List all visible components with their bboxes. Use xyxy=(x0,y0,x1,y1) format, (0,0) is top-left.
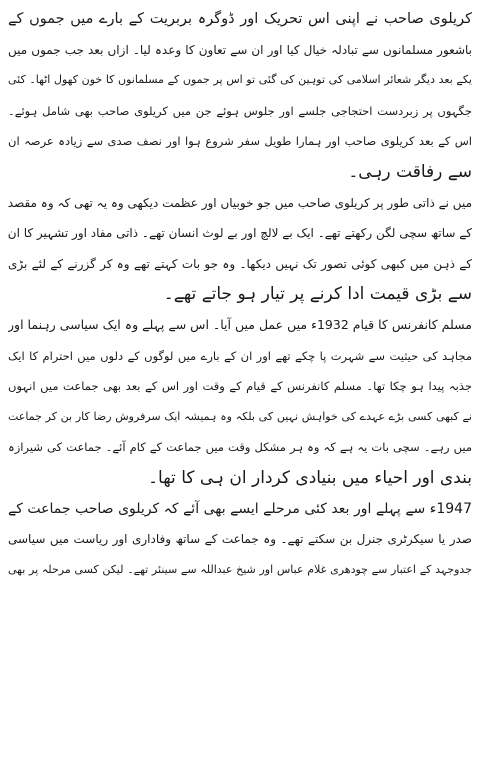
text-line: صدر یا سیکرٹری جنرل بن سکتے تھے۔ وہ جماعت کے ساتھ وفاداری اور ریاست میں سیاسی xyxy=(8,532,472,547)
text-line: سے بڑی قیمت ادا کرنے پر تیار ہو جاتے تھے۔ xyxy=(163,284,472,305)
text-line: مجاہد کی حیثیت سے شہرت پا چکے تھے اور ان کے بارے میں لوگوں کے دلوں میں احترام کا ایک xyxy=(8,348,472,363)
text-line: میں رہے۔ سچی بات یہ ہے کہ وہ ہر مشکل وقت میں جماعت کے کام آئے۔ جماعت کی شیرازہ xyxy=(8,440,472,455)
text-line: یکے بعد دیگر شعائر اسلامی کی توہین کی گئی تو اس پر جموں کے مسلمانوں کا خون کھول اٹھا۔ کئی xyxy=(8,73,472,87)
text-line: مسلم کانفرنس کا قیام 1932ء میں عمل میں آیا۔ اس سے پہلے وہ ایک سیاسی رہنما اور xyxy=(8,316,472,332)
text-line: باشعور مسلمانوں سے تبادلہ خیال کیا اور ان سے تعاون کا وعدہ لیا۔ ازاں بعد جب جموں میں xyxy=(8,42,472,57)
text-line: 1947ء سے پہلے اور بعد کئی مرحلے ایسے بھی آئے کہ کریلوی صاحب جماعت کے xyxy=(8,500,472,517)
paragraph-3 xyxy=(8,310,472,494)
text-line: سے رفاقت رہی۔ xyxy=(348,161,472,182)
text-line: میں نے ذاتی طور پر کریلوی صاحب میں جو خوبیاں اور عظمت دیکھی وہ یہ تھی کہ وہ مقصد xyxy=(8,195,472,210)
paragraph-4 xyxy=(8,494,472,586)
text-line: جذبہ پیدا ہو چکا تھا۔ مسلم کانفرنس کے قیام کے وقت اور اس کے بعد بھی جماعت میں انہوں xyxy=(8,379,472,394)
paragraph-1 xyxy=(8,4,472,188)
text-line: کے ذہن میں کبھی کوئی تصور تک نہیں دیکھا۔ وہ جو بات کہتے تھے وہ کر گزرنے کے لئے بڑی xyxy=(8,256,472,271)
text-line: کے ساتھ سچی لگن رکھتے تھے۔ ایک بے لالچ اور بے لوث انسان تھے۔ ذاتی مفاد اور تشہیر کا ان xyxy=(8,226,472,241)
text-line: کریلوی صاحب نے اپنی اس تحریک اور ڈوگرہ بربریت کے بارے میں جموں کے xyxy=(8,11,472,27)
text-line: بندی اور احیاء میں بنیادی کردار ان ہی کا تھا۔ xyxy=(148,467,472,488)
paragraph-2 xyxy=(8,188,472,310)
text-line: اس کے بعد کریلوی صاحب اور ہمارا طویل سفر شروع ہوا اور نصف صدی سے زیادہ عرصہ ان xyxy=(8,134,472,149)
text-line: نے کبھی کسی بڑے عہدے کی خواہش نہیں کی بلکہ وہ ہمیشہ ایک سرفروش رضا کار بن کر جماعت xyxy=(8,409,472,423)
text-line: جگہوں پر زبردست احتجاجی جلسے اور جلوس ہوئے جن میں کریلوی صاحب بھی شامل ہوئے۔ xyxy=(8,103,472,118)
text-line: جدوجہد کے اعتبار سے چودھری غلام عباس اور شیخ عبداللہ سے سینئر تھے۔ لیکن کسی مرحلہ پر بھی xyxy=(8,562,472,576)
